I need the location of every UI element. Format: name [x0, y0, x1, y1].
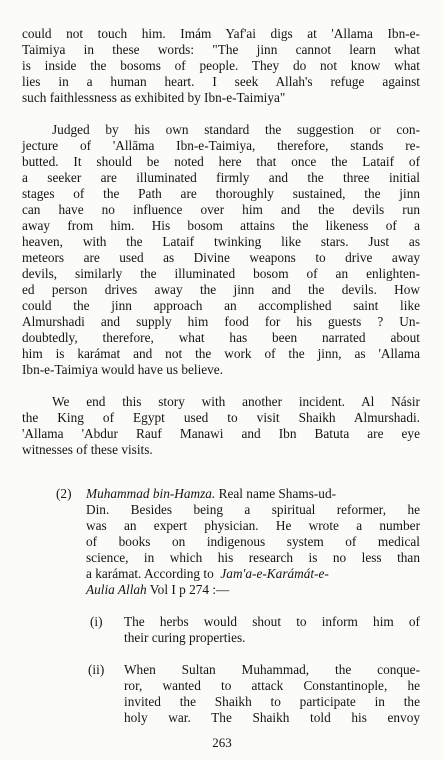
text-line: away from him. His bosom attains the likeness of a [22, 218, 420, 233]
text-line: ed person drives away the jinn and the devils. How [22, 282, 420, 297]
text-line: the King of Egypt used to visit Shaikh Almurshadi. [22, 410, 420, 425]
text-line: lies in a human heart. I seek Allah's refuge against [22, 74, 420, 89]
text-line: Din. Besides being a spiritual reformer, he [86, 502, 420, 517]
text-line: meteors are used as Divine weapons to drive away [22, 250, 420, 265]
text-line: was an expert physician. He wrote a number [86, 518, 420, 533]
text-line: such faithlessness as exhibited by Ibn-e-Taimiya" [22, 90, 286, 105]
text-run: Real name Shams-ud- [215, 486, 337, 501]
text-line: The herbs would shout to inform him of [124, 614, 420, 629]
text-line: 'Allama 'Abdur Rauf Manawi and Ibn Batuta are eye [22, 426, 420, 441]
text-line: When Sultan Muhammad, the conque- [124, 662, 420, 677]
item-marker: (ii) [88, 662, 105, 677]
item-marker: (2) [56, 486, 72, 501]
text-line: could not touch him. Imám Yaf'ai digs at 'Allama Ibn-e- [22, 26, 420, 41]
text-line [86, 566, 420, 582]
page-number: 263 [212, 735, 232, 750]
text-line: a seeker are illuminated firmly and the three initial [22, 170, 420, 185]
text-run: a karámat. According to [86, 566, 214, 581]
text-line: heaven, with the Lataif twinking like stars. Just as [22, 234, 420, 249]
text-line: Almurshadi and supply him food for his guests ? Un- [22, 314, 420, 329]
text-line: invited the Shaikh to participate in the [124, 694, 420, 709]
text-line: jecture of 'Allāma Ibn-e-Taimiya, therefore, stands re- [22, 138, 420, 153]
text-line [86, 582, 420, 598]
text-line: ror, wanted to attack Constantinople, he [124, 678, 420, 693]
text-line: is inside the bosoms of people. They do not know what [22, 58, 420, 73]
text-line: stages of the Path are thoroughly sustained, the jinn [22, 186, 420, 201]
text-line: him is karámat and not the work of the jinn, as 'Allama [22, 346, 420, 361]
person-name: Muhammad bin-Hamza. [86, 486, 216, 501]
text-line: of books on indigenous system of medical [86, 534, 420, 549]
text-line: Judged by his own standard the suggestion or con- [52, 122, 420, 137]
book-title: Aulia Allah [86, 582, 147, 597]
text-line: can have no influence over him and the devils run [22, 202, 420, 217]
text-line: butted. It should be noted here that once the Lataif of [22, 154, 420, 169]
text-line [86, 486, 420, 502]
text-line: devils, similarly the illuminated bosom of an enlighten- [22, 266, 420, 281]
text-line: doubtedly, therefore, what has been narrated about [22, 330, 420, 345]
text-line: their curing properties. [124, 630, 246, 645]
book-title: Jam'a-e-Karámát-e- [220, 566, 329, 581]
text-line: could the jinn approach an accomplished saint like [22, 298, 420, 313]
text-line: Taimiya in these words: "The jinn cannot learn what [22, 42, 420, 57]
text-run: Vol I p 274 :— [146, 582, 230, 597]
text-line: science, in which his research is no less than [86, 550, 420, 565]
text-line: We end this story with another incident. Al Násir [52, 394, 420, 409]
item-marker: (i) [90, 614, 103, 629]
text-line: holy war. The Shaikh told his envoy [124, 710, 420, 725]
text-line: Ibn-e-Taimiya would have us believe. [22, 362, 224, 377]
text-line: witnesses of these visits. [22, 442, 153, 457]
